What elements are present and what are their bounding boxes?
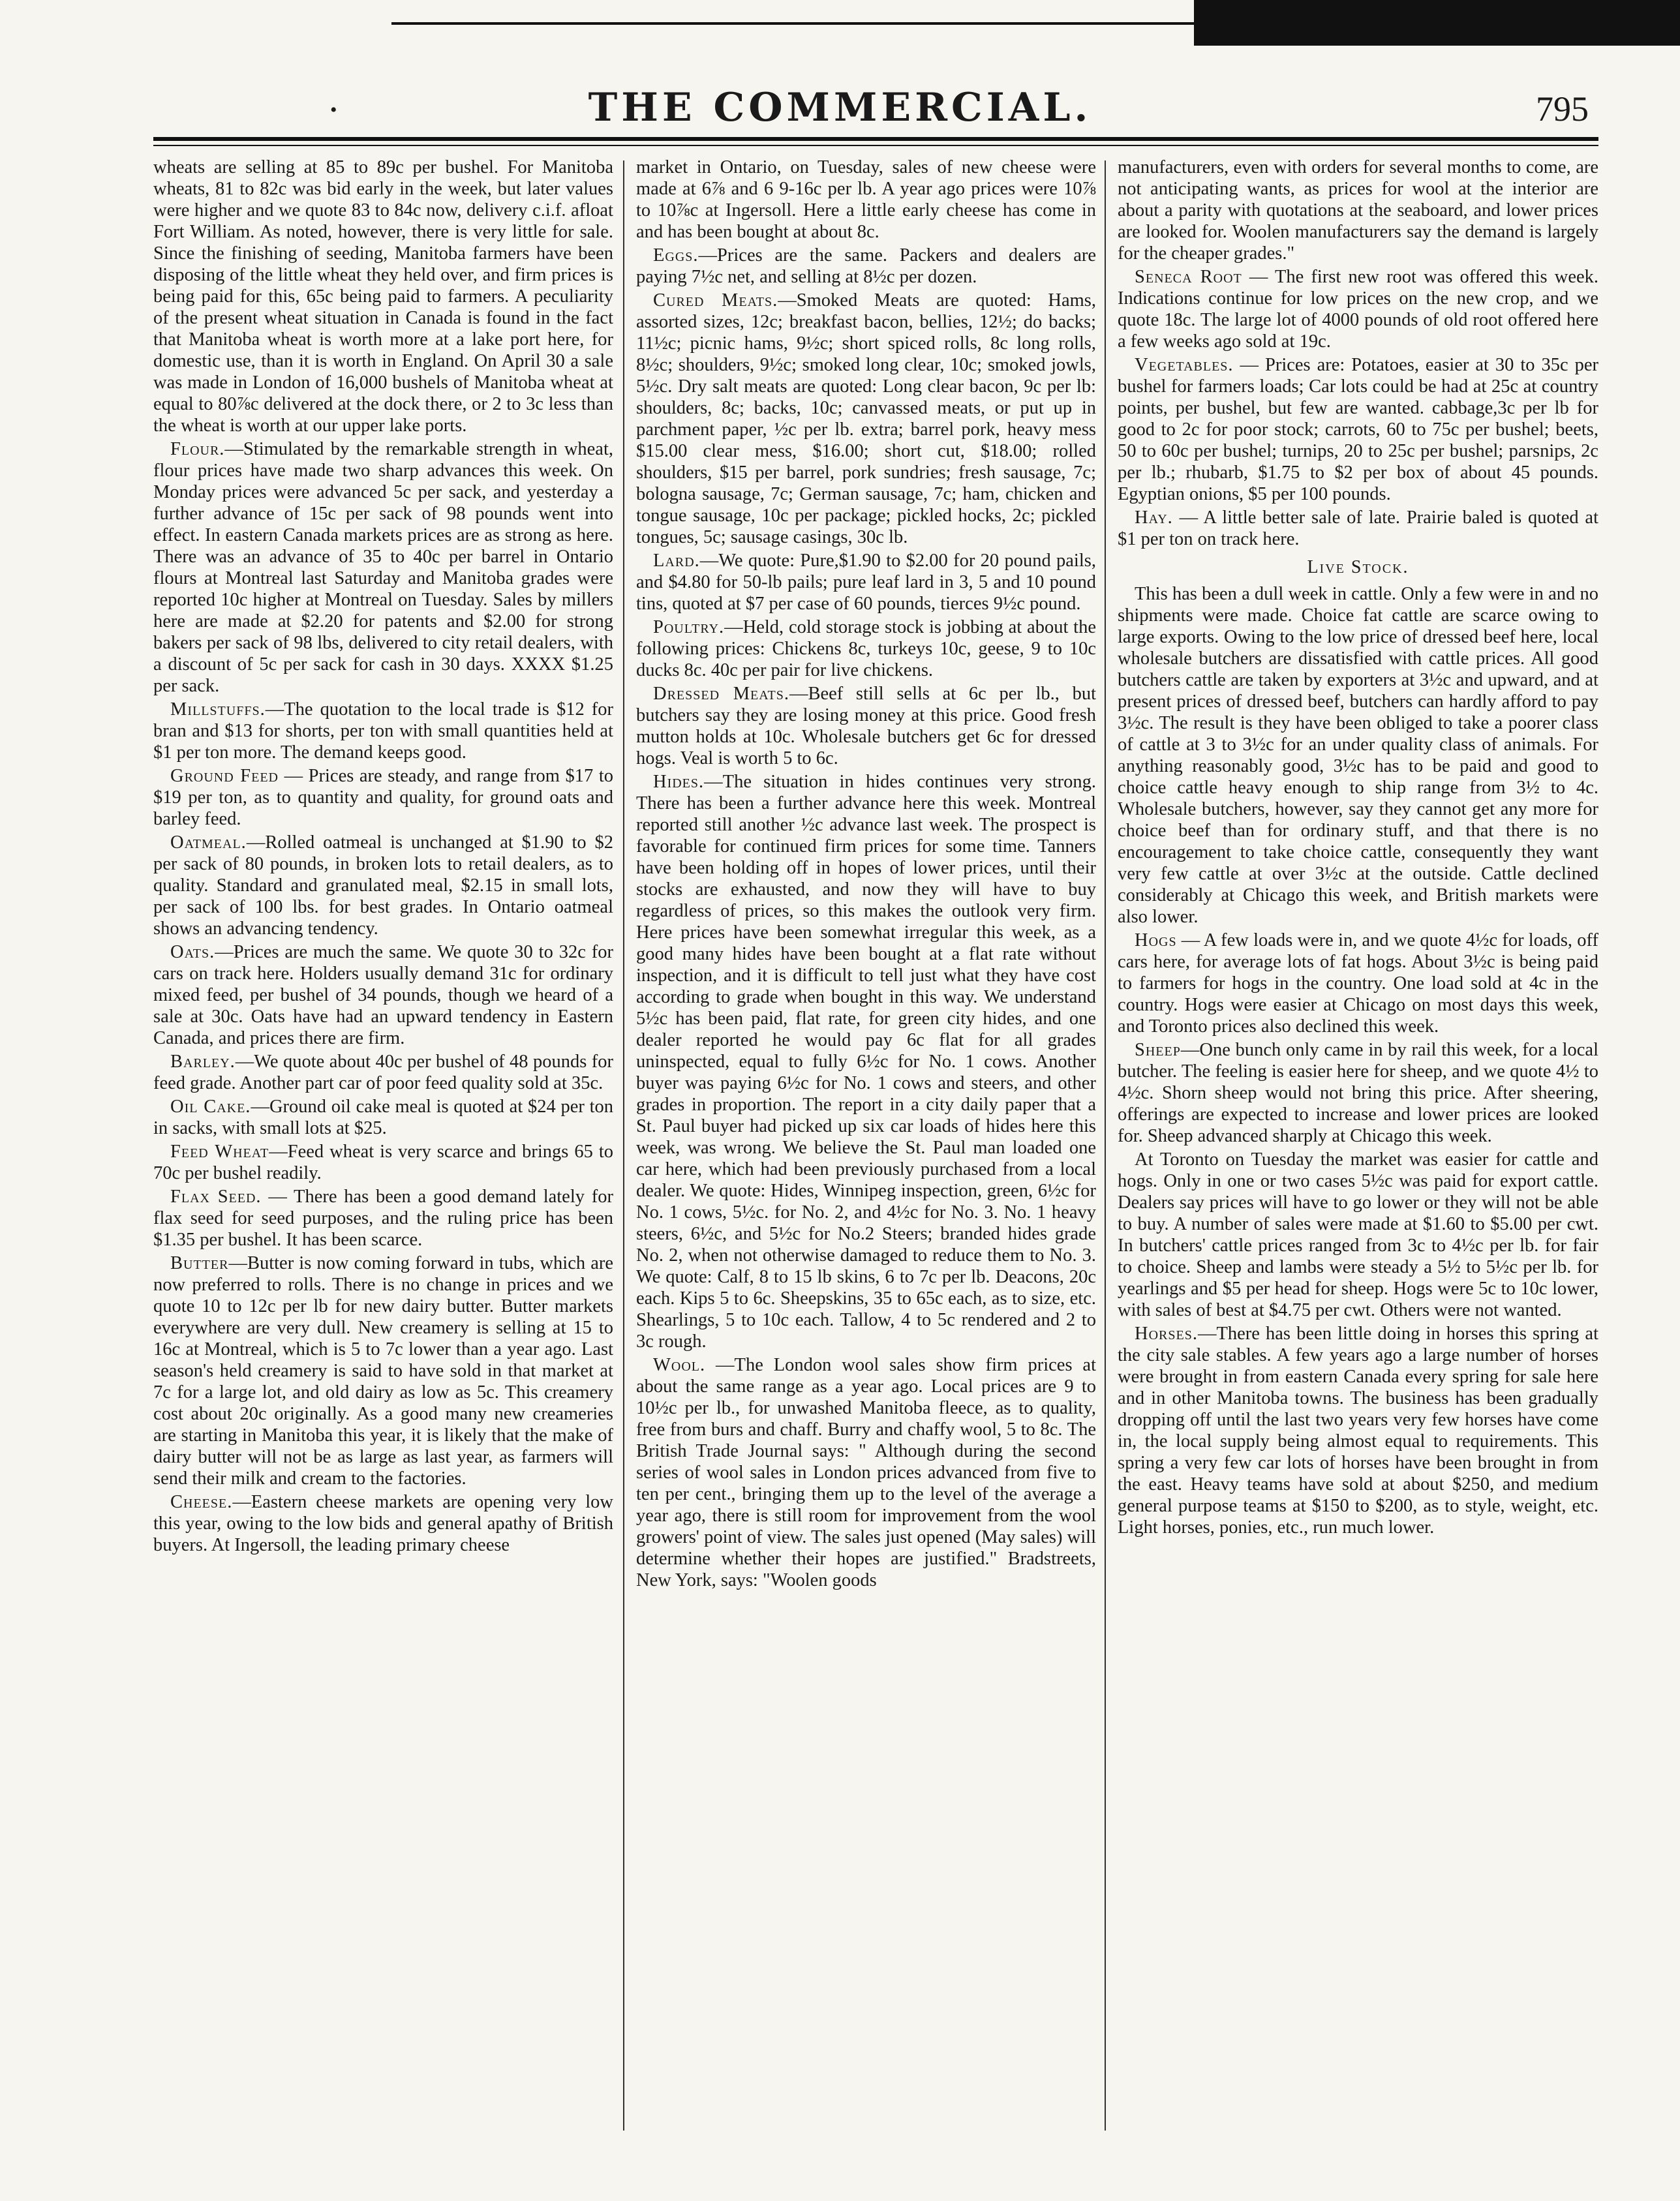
paragraph-text: — The first new root was offered this week. Indications continue for low prices on the new crop, and we quote 18c. The large lot of 4000 pounds of old root offered here a few weeks ago sold at 19c. <box>1118 267 1598 352</box>
market-paragraph <box>153 1491 613 1556</box>
market-paragraph <box>153 1051 613 1094</box>
article-columns <box>153 157 1598 2133</box>
paragraph-heading: Eggs. <box>653 245 699 266</box>
market-paragraph <box>153 1252 613 1489</box>
market-paragraph <box>636 616 1096 681</box>
paragraph-text: market in Ontario, on Tuesday, sales of new cheese were made at 6⅞ and 6 9-16c per lb. A year ago prices were 10⅞ to 10⅞c at Ingersoll. Here a little early cheese has come in and has been bought at about 8c. <box>636 157 1096 242</box>
paragraph-heading: Seneca Root <box>1135 267 1242 287</box>
market-paragraph <box>1118 583 1598 928</box>
paragraph-text: manufacturers, even with orders for several months to come, are not anticipating wants, as prices for wool at the interior are about a parity with quotations at the seaboard, and lower prices are looked for. Woolen manufacturers say the demand is largely for the cheaper grades." <box>1118 157 1598 264</box>
paragraph-text: —Held, cold storage stock is jobbing at about the following prices: Chickens 8c, turkeys 10c, geese, 9 to 10c ducks 8c. 40c per pair for live chickens. <box>636 617 1096 680</box>
column-1 <box>153 157 613 2133</box>
paragraph-heading: Oats. <box>170 942 215 962</box>
paragraph-heading: Cheese. <box>170 1492 233 1512</box>
paragraph-heading: Vegetables. <box>1135 355 1234 375</box>
market-paragraph <box>153 1141 613 1184</box>
paragraph-text: —Feed wheat is very scarce and brings 65 to 70c per bushel readily. <box>153 1142 613 1183</box>
paragraph-heading: Flour. <box>170 439 225 459</box>
column-3 <box>1118 157 1598 2133</box>
masthead <box>0 85 1680 137</box>
paragraph-text: — A few loads were in, and we quote 4½c for loads, off cars here, for average lots of fat hogs. About 3½c is being paid to farmers for hogs in the country. One load sold at 4c in the country. Hogs were easier at Chicago on most days this week, and Toronto prices also declined this week. <box>1118 930 1598 1037</box>
header-rule-thick <box>153 137 1598 141</box>
market-paragraph <box>153 765 613 830</box>
paragraph-text: —Smoked Meats are quoted: Hams, assorted sizes, 12c; breakfast bacon, bellies, 12½; do backs; 11½c; picnic hams, 9½c; short spiced rolls, 8c long rolls, 8½c; shoulders, 9½c; smoked long clear, 10c; smoked jowls, 5½c. Dry salt meats are quoted: Long clear bacon, 9c per lb: shoulders, 8c; backs, 10c; canvassed meats, or put up in parchment paper, ½c per lb. extra; barrel pork, heavy mess $15.00 clear mess, $16.00; short cut, $18.00; rolled shoulders, $15 per barrel, pork sundries; fresh sausage, 7c; bologna sausage, 7c; German sausage, 7c; ham, chicken and tongue sausage, 10c per package; pickled hocks, 2c; pickled tongues, 5c; sausage casings, 30c lb. <box>636 290 1096 547</box>
market-paragraph <box>636 683 1096 769</box>
paragraph-heading: Dressed Meats. <box>653 684 789 704</box>
paragraph-heading: Poultry. <box>653 617 725 637</box>
market-paragraph <box>636 771 1096 1352</box>
market-paragraph <box>636 157 1096 243</box>
market-paragraph <box>153 438 613 697</box>
header-rule-thin <box>153 145 1598 146</box>
paragraph-text: — There has been a good demand lately for flax seed for seed purposes, and the ruling price has been $1.35 per bushel. It has been scarce. <box>153 1187 613 1250</box>
paragraph-text: — Prices are steady, and range from $17 to $19 per ton, as to quantity and quality, for ground oats and barley feed. <box>153 766 613 829</box>
market-paragraph <box>636 1354 1096 1591</box>
paragraph-text: —Stimulated by the remarkable strength in wheat, flour prices have made two sharp advances this week. On Monday prices were advanced 5c per sack, and yesterday a further advance of 15c per sack of 98 pounds went into effect. In eastern Canada markets prices are as strong as here. There was an advance of 35 to 40c per barrel in Ontario flours at Montreal last Saturday and Manitoba grades were reported 10c higher at Montreal on Tuesday. Sales by millers here are made at $2.20 for patents and $2.00 for strong bakers per sack of 98 lbs, delivered to city retail dealers, with a discount of 5c per sack for cash in 30 days. XXXX $1.25 per sack. <box>153 439 613 696</box>
paragraph-heading: Horses. <box>1135 1324 1198 1344</box>
paragraph-text: —There has been little doing in horses this spring at the city sale stables. A few years ago a large number of horses were brought in from eastern Canada every spring for sale here and in other Manitoba towns. The business has been gradually dropping off until the last two years very few horses have come in, the local supply being almost equal to requirements. This spring a very few car lots of horses have been brought in from the east. Heavy teams have sold at about $250, and medium general purpose teams at $150 to $200, as to style, weight, etc. Light horses, ponies, etc., run much lower. <box>1118 1324 1598 1538</box>
paragraph-text: —Beef still sells at 6c per lb., but butchers say they are losing money at this price. Good fresh mutton holds at 10c. Wholesale butchers get 6c for dressed hogs. Veal is worth 5 to 6c. <box>636 684 1096 768</box>
paragraph-text: —Eastern cheese markets are opening very low this year, owing to the low bids and general apathy of British buyers. At Ingersoll, the leading primary cheese <box>153 1492 613 1555</box>
paragraph-text: —One bunch only came in by rail this week, for a local butcher. The feeling is easier here for sheep, and we quote 4½ to 4½c. Shorn sheep would not bring this price. After sheering, offerings are expected to increase and lower prices are looked for. Sheep advanced sharply at Chicago this week. <box>1118 1040 1598 1146</box>
paragraph-heading: Sheep <box>1135 1040 1181 1060</box>
market-paragraph <box>1118 1149 1598 1321</box>
column-divider <box>623 160 624 2131</box>
paragraph-text: — Prices are: Potatoes, easier at 30 to 35c per bushel for farmers loads; Car lots could be had at 25c at country points, per bushel, but few are wanted. cabbage,3c per lb for good to 2c for poor stock; carrots, 60 to 75c per bushel; beets, 50 to 60c per bushel; turnips, 20 to 25c per bushel; parsnips, 2c per lb.; rhubarb, $1.75 to $2 per box of about 45 pounds. Egyptian onions, $5 per 100 pounds. <box>1118 355 1598 504</box>
paragraph-text: —We quote: Pure,$1.90 to $2.00 for 20 pound pails, and $4.80 for 50-lb pails; pure leaf lard in 3, 5 and 10 pound tins, quoted at $7 per case of 60 pounds, tierces 9½c pound. <box>636 551 1096 614</box>
paragraph-text: —Prices are much the same. We quote 30 to 32c for cars on track here. Holders usually demand 31c for ordinary mixed feed, per bushel of 34 pounds, though we heard of a sale at 30c. Oats have had an upward tendency in Eastern Canada, and prices there are firm. <box>153 942 613 1048</box>
paragraph-heading: Flax Seed. <box>170 1187 262 1207</box>
market-paragraph <box>153 832 613 939</box>
paragraph-text: —The situation in hides continues very strong. There has been a further advance here this week. Montreal reported still another ½c advance last week. The prospect is favorable for continued firm prices for some time. Tanners have been holding off in hopes of lower prices, until their stocks are exhausted, and now they will have to buy regardless of prices, so this makes the outlook very firm. Here prices have been somewhat irregular this week, as a good many hides have been bought at a flat rate without inspection, and it is difficult to tell just what they have cost according to grade when bought in this way. We understand 5½c has been paid, flat rate, for green city hides, and one dealer reported he would pay 6c flat for all grades uninspected, equal to fully 6½c for No. 1 cows. Another buyer was paying 6½c for No. 1 cows and steers, and other grades in proportion. The report in a city daily paper that a St. Paul buyer had picked up six car loads of hides here this week, was wrong. We believe the St. Paul man loaded one car here, which had been previously purchased from a local dealer. We quote: Hides, Winnipeg inspection, green, 6½c for No. 1 cows, 5½c. for No. 2, and 4½c for No. 3. No. 1 heavy steers, 6½c, and 5½c for No.2 Steers; branded hides grade No. 2, when not otherwise damaged to reduce them to No. 3. We quote: Calf, 8 to 15 lb skins, 6 to 7c per lb. Deacons, 20c each. Kips 5 to 6c. Sheepskins, 35 to 65c each, as to size, etc. Shearlings, 5 to 10c each. Tallow, 4 to 5c rendered and 2 to 3c rough. <box>636 772 1096 1352</box>
paragraph-heading: Oil Cake. <box>170 1097 251 1117</box>
paragraph-text: This has been a dull week in cattle. Only a few were in and no shipments were made. Choice fat cattle are scarce owing to large exports. Owing to the low price of dressed beef here, local wholesale butchers are dissatisfied with cattle prices. All good butchers cattle are taken by exporters at 3½c and upward, and at present prices of dressed beef, butchers can hardly afford to pay 3½c. The result is they have been obliged to take a poorer class of cattle at 3 to 3½c for an under quality class of animals. For anything reasonably good, 3½c has to be paid and good to choice cattle heavy enough to ship range from 3½ to 4c. Wholesale butchers, however, say they cannot get any more for choice beef than for ordinary stuff, and that there is no encouragement to take choice cattle, consequently they want very few cattle at over 3½c at the outside. Cattle declined considerably at Chicago this week, and British markets were also lower. <box>1118 584 1598 927</box>
paragraph-text: At Toronto on Tuesday the market was easier for cattle and hogs. Only in one or two cases 5½c was paid for export cattle. Dealers say prices will have to go lower or they will not be able to buy. A number of sales were made at $1.60 to $5.00 per cwt. In butchers' cattle prices ranged from 3c to 4½c per lb. for fair to choice. Sheep and lambs were steady a 5½ to 5½c per lb. for yearlings and $5 per head for sheep. Hogs were 5c to 10c lower, with sales of best at $4.75 per cwt. Others were not wanted. <box>1118 1149 1598 1320</box>
market-paragraph <box>1118 354 1598 505</box>
paragraph-heading: Butter <box>170 1253 229 1273</box>
market-paragraph <box>1118 157 1598 264</box>
paragraph-text: —Rolled oatmeal is unchanged at $1.90 to $2 per sack of 80 pounds, in broken lots to retail dealers, as to quality. Standard and granulated meal, $2.15 in small lots, per sack of 100 lbs. for best grades. In Ontario oatmeal shows an advancing tendency. <box>153 832 613 939</box>
paragraph-text: —We quote about 40c per bushel of 48 pounds for feed grade. Another part car of poor feed quality sold at 35c. <box>153 1052 613 1093</box>
market-paragraph <box>153 157 613 436</box>
section-heading: Live Stock. <box>1307 557 1409 577</box>
page-number: 795 <box>1536 89 1589 129</box>
paragraph-text: —Ground oil cake meal is quoted at $24 per ton in sacks, with small lots at $25. <box>153 1097 613 1138</box>
paragraph-heading: Feed Wheat <box>170 1142 269 1162</box>
paragraph-heading: Hogs <box>1135 930 1177 950</box>
paragraph-text: —Butter is now coming forward in tubs, which are now preferred to rolls. There is no change in prices and we quote 10 to 12c per lb for new dairy butter. Butter markets everywhere are very dull. New creamery is selling at 15 to 16c at Montreal, which is 5 to 7c lower than a year ago. Last season's held creamery is said to have sold in that market at 7c for a large lot, and old dairy as low as 5c. This creamery cost about 20c originally. As a good many new creameries are starting in Manitoba this year, it is likely that the make of dairy butter will not be as large as last year, as farmers will send their milk and cream to the factories. <box>153 1253 613 1489</box>
paragraph-heading: Hides. <box>653 772 705 792</box>
market-paragraph <box>1118 1323 1598 1538</box>
market-paragraph <box>153 941 613 1049</box>
market-paragraph <box>636 245 1096 288</box>
top-rule <box>391 22 1680 25</box>
market-paragraph <box>636 290 1096 548</box>
masthead-title: THE COMMERCIAL. <box>588 85 1092 130</box>
paragraph-heading: Barley. <box>170 1052 236 1072</box>
market-paragraph <box>636 550 1096 615</box>
paragraph-heading: Ground Feed <box>170 766 279 786</box>
column-2 <box>636 157 1096 2133</box>
paragraph-text: —The London wool sales show firm prices at about the same range as a year ago. Local prices are 9 to 10½c per lb., for unwashed Manitoba fleece, as to quality, free from burs and chaff. Burry and chaffy wool, 5 to 8c. The British Trade Journal says: " Although during the second series of wool sales in London prices advanced from five to ten per cent., bringing them up to the level of the average a year ago, there is still room for improvement from the wool growers' point of view. The sales just opened (May sales) will determine whether their hopes are justified." Bradstreets, New York, says: "Woolen goods <box>636 1355 1096 1590</box>
market-paragraph <box>153 699 613 763</box>
market-paragraph <box>1118 266 1598 352</box>
paragraph-heading: Wool. <box>653 1355 706 1375</box>
masthead-bullet: • <box>330 99 337 121</box>
column-divider <box>1105 160 1106 2131</box>
market-paragraph <box>1118 1039 1598 1147</box>
paragraph-heading: Oatmeal. <box>170 832 247 853</box>
market-paragraph <box>1118 507 1598 550</box>
paragraph-text: — A little better sale of late. Prairie baled is quoted at $1 per ton on track here. <box>1118 508 1598 549</box>
paragraph-text: —The quotation to the local trade is $12 for bran and $13 for shorts, per ton with small quantities held at $1 per ton more. The demand keeps good. <box>153 699 613 763</box>
market-paragraph <box>153 1186 613 1251</box>
paragraph-text: wheats are selling at 85 to 89c per bushel. For Manitoba wheats, 81 to 82c was bid early in the week, but later values were higher and we quote 83 to 84c now, delivery c.i.f. afloat Fort William. As noted, however, there is very little for sale. Since the finishing of seeding, Manitoba farmers have been disposing of the little wheat they held over, and firm prices is being paid for this, 65c being paid to farmers. A peculiarity of the present wheat situation in Canada is found in the fact that Manitoba wheat is worth more at a lake port here, for domestic use, than it is worth in England. On April 30 a sale was made in London of 16,000 bushels of Manitoba wheat at equal to 80⅞c delivered at the dock there, or 2 to 3c less than the wheat is worth at our upper lake ports. <box>153 157 613 436</box>
paragraph-heading: Lard. <box>653 551 700 571</box>
paragraph-heading: Cured Meats. <box>653 290 778 311</box>
market-paragraph <box>1118 930 1598 1037</box>
paragraph-text: —Prices are the same. Packers and dealers are paying 7½c net, and selling at 8½c per dozen. <box>636 245 1096 287</box>
paragraph-heading: Millstuffs. <box>170 699 266 720</box>
paragraph-heading: Hay. <box>1135 508 1173 528</box>
market-paragraph <box>153 1096 613 1139</box>
